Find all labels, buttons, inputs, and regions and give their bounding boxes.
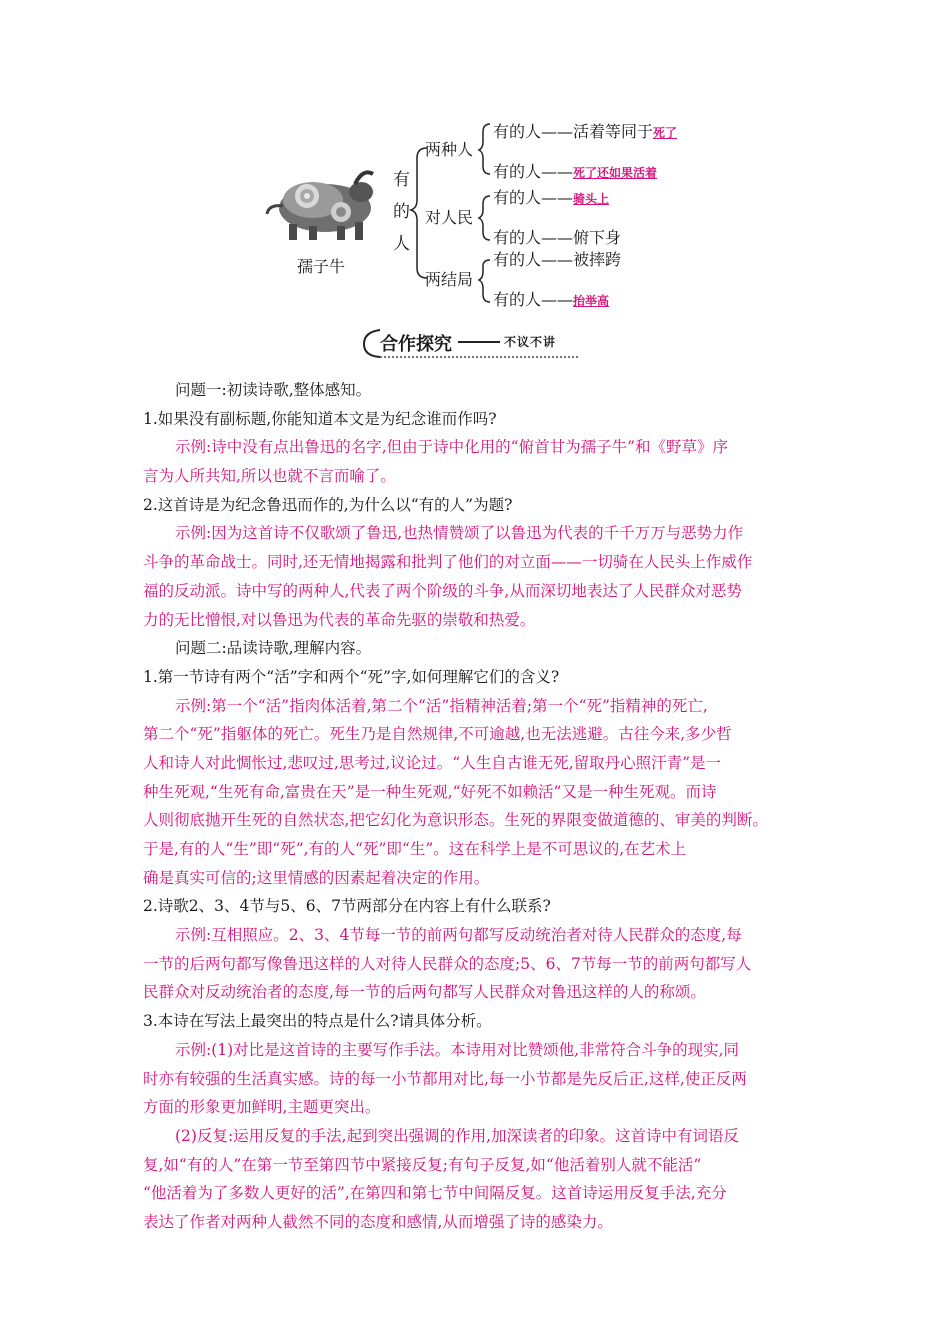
answer-line: 言为人所共知,所以也就不言而喻了。 [143, 467, 396, 486]
ox-caption: 孺子牛 [297, 257, 346, 276]
answer-line: 于是,有的人“生”即“死”,有的人“死”即“生”。这在科学上是不可思议的,在艺术上 [143, 840, 687, 858]
answer-line: 表达了作者对两种人截然不同的态度和感情,从而增强了诗的感染力。 [143, 1212, 613, 1231]
answer-line: 时亦有较强的生活真实感。诗的每一小节都用对比,每一小节都是先反后正,这样,使正反两 [143, 1069, 747, 1088]
answer-line: 人则彻底抛开生死的自然状态,把它幻化为意识形态。生死的界限变做道德的、审美的判断。 [143, 811, 768, 830]
question-line: 3.本诗在写法上最突出的特点是什么?请具体分析。 [143, 1012, 492, 1031]
section-heading [360, 326, 590, 360]
root-char-3: 人 [393, 234, 410, 254]
answer-line: 复,如“有的人”在第一节至第四节中紧接反复;有句子反复,如“他活着别人就不能活” [143, 1155, 702, 1174]
root-char-2: 的 [393, 202, 410, 222]
answer-line: 福的反动派。诗中写的两种人,代表了两个阶级的斗争,从而深切地表达了人民群众对恶势 [143, 581, 742, 600]
question-line: 1.第一节诗有两个“活”字和两个“死”字,如何理解它们的含义? [143, 667, 560, 686]
answer-line: 示例:互相照应。2、3、4节每一节的前两句都写反动统治者对待人民群众的态度,每 [175, 926, 742, 945]
qa-body [143, 376, 803, 1237]
question-line: 1.如果没有副标题,你能知道本文是为纪念谁而作吗? [143, 409, 497, 428]
answer-line: 示例:(1)对比是这首诗的主要写作手法。本诗用对比赞颂他,非常符合斗争的现实,同 [175, 1040, 740, 1059]
structure-diagram [255, 112, 715, 312]
section-dash [458, 341, 500, 343]
question-line: 问题一:初读诗歌,整体感知。 [175, 381, 372, 399]
answer-line: 示例:因为这首诗不仅歌颂了鲁迅,也热情赞颂了以鲁迅为代表的千千万万与恶势力作 [175, 524, 744, 543]
section-subtitle: 不议不讲 [504, 335, 557, 349]
diagram-item: 有的人——抬举高 [493, 290, 610, 309]
section-title: 合作探究 [380, 334, 452, 355]
diagram-item: 有的人——骑头上 [493, 188, 610, 207]
answer-line: 民群众对反动统治者的态度,每一节的后两句都写人民群众对鲁迅这样的人的称颂。 [143, 983, 706, 1002]
diagram-item: 有的人——被摔跨 [493, 250, 622, 269]
group-label-to-people: 对人民 [425, 208, 474, 227]
answer-line: 种生死观,“生死有命,富贵在天”是一种生死观,“好死不如赖活”又是一种生死观。而诗 [143, 782, 717, 801]
root-char-1: 有 [393, 170, 410, 190]
question-line: 2.这首诗是为纪念鲁迅而作的,为什么以“有的人”为题? [143, 495, 513, 514]
question-line: 2.诗歌2、3、4节与5、6、7节两部分在内容上有什么联系? [143, 897, 551, 916]
answer-line: 斗争的革命战士。同时,还无情地揭露和批判了他们的对立面——一切骑在人民头上作威作 [143, 553, 753, 572]
diagram-item: 有的人——俯下身 [493, 228, 622, 247]
answer-line: 第二个“死”指躯体的死亡。死生乃是自然规律,不可逾越,也无法逃避。古往今来,多少哲 [143, 725, 732, 744]
answer-line: 人和诗人对此惆怅过,悲叹过,思考过,议论过。“人生自古谁无死,留取丹心照汗青”是一 [143, 753, 722, 772]
diagram-item: 有的人——死了还如果活着 [493, 162, 658, 181]
answer-line: 示例:诗中没有点出鲁迅的名字,但由于诗中化用的“俯首甘为孺子牛”和《野草》序 [175, 438, 728, 457]
answer-line: 方面的形象更加鲜明,主题更突出。 [143, 1098, 381, 1117]
answer-line: 确是真实可信的;这里情感的因素起着决定的作用。 [143, 868, 490, 887]
group-label-two-endings: 两结局 [425, 270, 474, 289]
diagram-item: 有的人——活着等同于死了 [493, 122, 678, 141]
answer-line: (2)反复:运用反复的手法,起到突出强调的作用,加深读者的印象。这首诗中有词语反 [175, 1126, 740, 1145]
group-label-two-kinds: 两种人 [425, 140, 474, 159]
answer-line: “他活着为了多数人更好的活”,在第四和第七节中间隔反复。这首诗运用反复手法,充分 [143, 1184, 727, 1203]
question-line: 问题二:品读诗歌,理解内容。 [175, 639, 372, 658]
answer-line: 示例:第一个“活”指肉体活着,第二个“活”指精神活着;第一个“死”指精神的死亡, [175, 696, 708, 715]
answer-line: 一节的后两句都写像鲁迅这样的人对待人民群众的态度;5、6、7节每一节的前两句都写人 [143, 954, 752, 973]
answer-line: 力的无比憎恨,对以鲁迅为代表的革命先驱的崇敬和热爱。 [143, 610, 536, 629]
